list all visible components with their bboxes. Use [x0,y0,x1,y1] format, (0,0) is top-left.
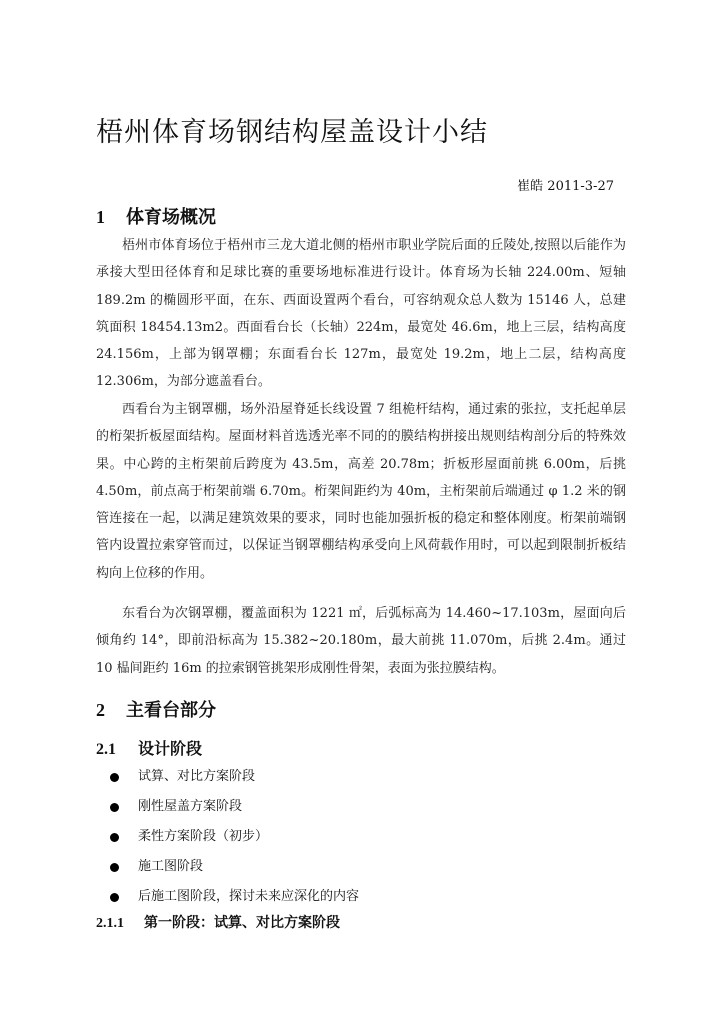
paragraph-east-stand: 东看台为次钢罩棚，覆盖面积为 1221 ㎡，后弧标高为 14.460~17.103m，屋面向后倾角约 14°，即前沿标高为 15.382~20.180m，最大前挑 11.070m，后挑 2.4m。通过 10 榀间距约 16m 的拉索钢管挑架形成刚性骨架，表面为张拉膜结构。 [96,606,626,676]
subsubsection-2-1-1-heading [96,912,340,932]
bullet-icon [110,863,119,872]
list-item-text: 后施工图阶段，探讨未来应深化的内容 [138,889,360,904]
list-item [96,852,359,882]
author-date: 崔皓 2011-3-27 [517,179,614,194]
list-item-text: 试算、对比方案阶段 [138,769,256,784]
list-item-text: 施工图阶段 [138,859,204,874]
bullet-icon [110,773,119,782]
subsection-title: 设计阶段 [138,739,203,758]
subsubsection-title: 第一阶段：试算、对比方案阶段 [144,915,340,931]
list-item [96,882,359,912]
bullet-icon [110,833,119,842]
section-number: 1 [96,207,105,227]
subsubsection-number: 2.1.1 [96,916,124,931]
subsection-number: 2.1 [96,741,116,758]
bullet-icon [110,893,119,902]
list-item [96,822,359,852]
bullet-icon [110,803,119,812]
list-item [96,762,359,792]
document-title: 梧州体育场钢结构屋盖设计小结 [96,117,488,148]
list-item-text: 刚性屋盖方案阶段 [138,799,243,814]
section-2-heading [96,696,216,722]
design-stage-list [96,762,359,912]
section-title: 主看台部分 [126,700,216,721]
section-title: 体育场概况 [126,207,216,228]
section-1-heading [96,203,216,229]
list-item-text: 柔性方案阶段（初步） [138,829,269,844]
section-number: 2 [96,700,105,720]
list-item [96,792,359,822]
subsection-2-1-heading [96,736,202,759]
paragraph-overview: 梧州市体育场位于梧州市三龙大道北侧的梧州市职业学院后面的丘陵处,按照以后能作为承接大型田径体育和足球比赛的重要场地标准进行设计。体育场为长轴 224.00m、短轴 189.2m 的椭圆形平面，在东、西面设置两个看台，可容纳观众总人数为 15146 人，总建筑面积 18454.13m2。西面看台长（长轴）224m，最宽处 46.6m，地上三层，结构高度 24.156m，上部为钢罩棚；东面看台长 127m，最宽处 19.2m，地上二层，结构高度 12.306m，为部分遮盖看台。 [96,238,626,390]
paragraph-west-stand: 西看台为主钢罩棚，场外沿屋脊延长线设置 7 组桅杆结构，通过索的张拉，支托起单层的桁架折板屋面结构。屋面材料首选透光率不同的的膜结构拼接出规则结构剖分后的特殊效果。中心跨的主桁架前后跨度为 43.5m，高差 20.78m；折板形屋面前挑 6.00m，后挑 4.50m，前点高于桁架前端 6.70m。桁架间距约为 40m，主桁架前后端通过 φ 1.2 米的钢管连接在一起，以满足建筑效果的要求，同时也能加强折板的稳定和整体刚度。桁架前端钢管内设置拉索穿管而过，以保证当钢罩棚结构承受向上风荷载作用时，可以起到限制折板结构向上位移的作用。 [96,402,626,581]
